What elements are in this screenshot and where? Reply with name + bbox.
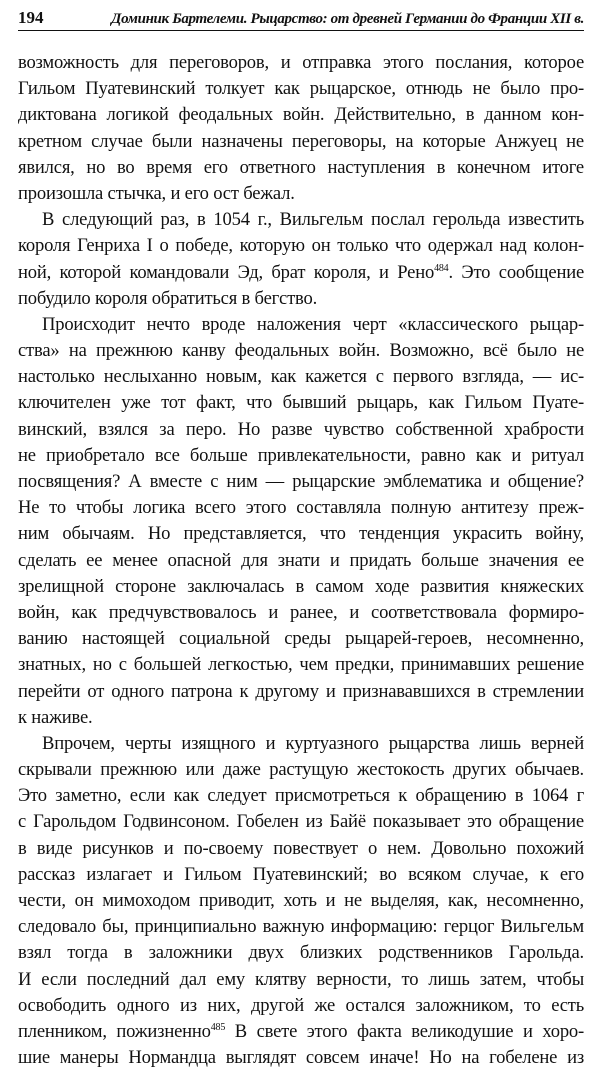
- line-text: следовало бы, принципиально важную информацию: герцог Вильгельм: [18, 916, 584, 938]
- text-line: [18, 1019, 584, 1045]
- text-line: [18, 102, 584, 128]
- text-line: [18, 443, 584, 469]
- line-text-continued: . Это сообщение: [448, 261, 584, 283]
- line-text: настолько неслыханно новым, как кажется с первого взгляда, — ис-: [18, 366, 584, 388]
- line-text: войн, как предчувствовалось и ранее, и соответствовала формиро-: [18, 601, 584, 623]
- text-line: [18, 129, 584, 155]
- text-line: [18, 207, 584, 233]
- text-line: [18, 155, 584, 181]
- line-text: Происходит нечто вроде наложения черт «классического рыцар-: [42, 313, 584, 335]
- line-text: И если последний дал ему клятву верности, то лишь затем, чтобы: [18, 968, 584, 990]
- line-text: возможность для переговоров, и отправка этого послания, которое: [18, 52, 584, 73]
- line-text: диктована логикой феодальных войн. Действительно, в данном кон-: [18, 104, 584, 126]
- text-line: [18, 50, 584, 76]
- line-text: рассказ излагает и Гильом Пуатевинский; во всяком случае, к его: [18, 863, 584, 885]
- text-line: [18, 967, 584, 993]
- text-line: [18, 679, 584, 705]
- text-line: [18, 809, 584, 835]
- line-text: Гильом Пуатевинский толкует как рыцарское, отнюдь не было про-: [18, 78, 584, 100]
- footnote-ref: 485: [210, 1021, 226, 1033]
- line-text: в виде рисунков и по-своему повествует о нем. Довольно похожий: [18, 837, 584, 859]
- text-line: [18, 495, 584, 521]
- line-text: перейти от одного патрона к другому и признававшихся в стремлении: [18, 680, 584, 702]
- text-line: [18, 417, 584, 443]
- text-line: [18, 521, 584, 547]
- text-line: [18, 731, 584, 757]
- text-line: [18, 233, 584, 259]
- text-line: [18, 940, 584, 966]
- line-text: ключителен уже тот факт, что бывший рыцарь, как Гильом Пуате-: [18, 392, 584, 414]
- footnote-ref: 484: [434, 262, 449, 274]
- text-line: [18, 338, 584, 364]
- line-text: к наживе.: [18, 706, 93, 728]
- line-text: пленником, пожизненно: [18, 1020, 211, 1042]
- line-text: скрывали прежнюю или даже растущую жестокость других обычаев.: [18, 759, 584, 781]
- line-text: ства» на прежнюю канву феодальных войн. Возможно, всё было не: [18, 340, 584, 362]
- line-text: чести, он мимоходом приводит, хоть и не выделяя, как, несомненно,: [18, 890, 584, 911]
- line-text: не приобретало все больше привлекательности, равно как и ритуал: [18, 444, 584, 466]
- text-line: [18, 600, 584, 626]
- line-text: Впрочем, черты изящного и куртуазного рыцарства лишь верней: [42, 732, 584, 754]
- line-text: побудило короля обратиться в бегство.: [18, 287, 318, 309]
- line-text: произошла стычка, и его ост бежал.: [18, 182, 295, 204]
- text-line: [18, 76, 584, 102]
- text-line: [18, 757, 584, 783]
- text-line: [18, 862, 584, 888]
- text-line: [18, 993, 584, 1019]
- line-text: явился, но во время его ответного наступления в конечном итоге: [18, 156, 584, 178]
- line-text: посвящения? А вместе с ним — рыцарские эмблематика и общение?: [18, 471, 584, 492]
- line-text: ним обычаям. Но представляется, что тенденция украсить войну,: [18, 523, 584, 545]
- text-line: [18, 312, 584, 338]
- line-text: кретном случае были назначены переговоры, на которые Анжуец не: [18, 130, 584, 152]
- text-line: [18, 888, 584, 914]
- text-line: [18, 783, 584, 809]
- line-text: В следующий раз, в 1054 г., Вильгельм послал герольда известить: [42, 209, 584, 231]
- line-text: Не то чтобы логика всего этого составляла полную антитезу преж-: [18, 497, 584, 519]
- line-text: ной, которой командовали Эд, брат короля, и Рено: [18, 261, 435, 283]
- body-text: [18, 50, 584, 1071]
- text-line: [18, 914, 584, 940]
- line-text: взял тогда в заложники двух близких родственников Гарольда.: [18, 942, 584, 964]
- line-text: зрелищной стороне заключалась в самом ходе развития княжеских: [18, 575, 584, 597]
- line-text: ванию настоящей социальной среды рыцарей-героев, несомненно,: [18, 628, 584, 650]
- page-number: 194: [18, 8, 44, 27]
- line-text: знатных, но с большей легкостью, чем предки, принимавших решение: [18, 654, 584, 676]
- text-line: [18, 286, 584, 312]
- text-line: [18, 364, 584, 390]
- line-text-continued: В свете этого факта великодушие и хоро-: [225, 1020, 584, 1042]
- text-line: [18, 652, 584, 678]
- text-line: [18, 181, 584, 207]
- text-line: [18, 1045, 584, 1071]
- text-line: [18, 574, 584, 600]
- line-text: Это заметно, если как следует присмотреться к обращению в 1064 г: [18, 785, 584, 807]
- text-line: [18, 390, 584, 416]
- line-text: короля Генриха I о победе, которую он только что одержал над колон-: [18, 235, 584, 257]
- line-text: винский, взялся за перо. Но разве чувство собственной храбрости: [18, 418, 584, 440]
- line-text: с Гарольдом Годвинсоном. Гобелен из Байё показывает это обращение: [18, 811, 584, 833]
- line-text: шие манеры Нормандца выглядят совсем иначе! Но на гобелене из: [18, 1047, 584, 1069]
- page-header: [18, 8, 584, 31]
- line-text: сделать ее менее опасной для знати и придать больше значения ее: [18, 549, 584, 571]
- text-line: [18, 836, 584, 862]
- running-title: Доминик Бартелеми. Рыцарство: от древней Германии до Франции XII в.: [111, 11, 584, 27]
- text-line: [18, 548, 584, 574]
- line-text: освободить одного из них, другой же остался заложником, то есть: [18, 994, 584, 1016]
- text-line: [18, 626, 584, 652]
- text-line: [18, 260, 584, 286]
- text-line: [18, 705, 584, 731]
- text-line: [18, 469, 584, 495]
